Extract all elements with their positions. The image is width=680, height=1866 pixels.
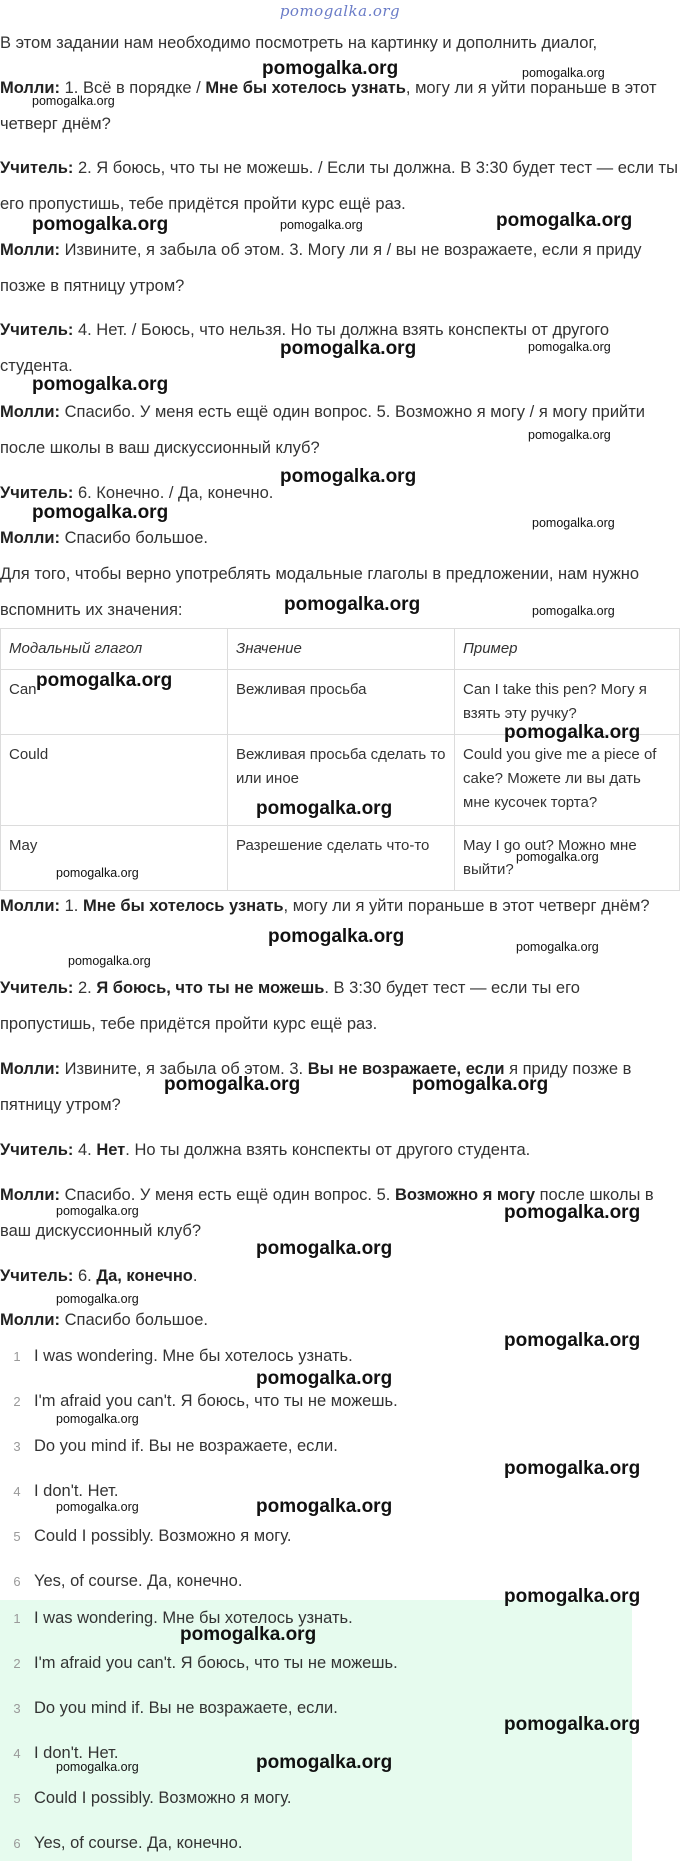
list-item [0,1514,680,1559]
table-cell: Could [1,735,228,826]
site-logo[interactable]: pomogalka.org [279,2,401,20]
speaker: Учитель: [0,979,74,997]
item-number: 5 [13,1791,21,1806]
watermark: pomogalka.org [504,1202,641,1223]
watermark: pomogalka.org [532,604,615,618]
watermark: pomogalka.org [56,1204,139,1218]
item-number: 4 [13,1746,21,1761]
dialog1-line-2: Учитель: 2. Я боюсь, что ты не можешь. / Если ты должна. В 3:30 будет тест — если ты его пропустишь, тебе придётся пройти курс ещё раз. [0,159,678,213]
watermark: pomogalka.org [504,1458,641,1479]
watermark: pomogalka.org [504,1586,641,1607]
speaker: Молли: [0,1186,61,1204]
dialog1-line-6: Учитель: 6. Конечно. / Да, конечно. [0,484,274,502]
watermark: pomogalka.org [268,926,405,947]
item-text: Could I possibly. Возможно я могу. [34,1789,292,1807]
dialog2-line-3: Молли: Извините, я забыла об этом. 3. Вы не возражаете, если я приду позже в пятницу утром? [0,1060,632,1114]
speaker: Молли: [0,1311,61,1329]
speaker: Учитель: [0,159,74,177]
table-cell: Can I take this pen? Могу я взять эту ручку? [455,670,680,735]
watermark: pomogalka.org [180,1624,317,1645]
watermark: pomogalka.org [516,850,599,864]
speaker: Учитель: [0,1267,74,1285]
watermark: pomogalka.org [280,338,417,359]
watermark: pomogalka.org [56,866,139,880]
table-cell: Can [1,670,228,735]
watermark: pomogalka.org [56,1760,139,1774]
table-cell: Вежливая просьба сделать то или иное [228,735,455,826]
watermark: pomogalka.org [284,594,421,615]
speaker: Молли: [0,529,61,547]
speaker: Молли: [0,79,61,97]
watermark: pomogalka.org [504,1714,641,1735]
item-number: 5 [13,1529,21,1544]
dialog1-line-1: Молли: 1. Всё в порядке / Мне бы хотелось узнать, могу ли я уйти пораньше в этот четверг днём? [0,79,657,133]
table-header-cell: Модальный глагол [1,629,228,670]
item-number: 2 [13,1656,21,1671]
watermark: pomogalka.org [504,1330,641,1351]
list-item [0,1641,680,1686]
item-number: 1 [13,1611,21,1626]
item-number: 3 [13,1701,21,1716]
dialog1-line-5: Молли: Спасибо. У меня есть ещё один вопрос. 5. Возможно я могу / я могу прийти после школы в ваш дискуссионный клуб? [0,403,646,457]
dialog2-line-6: Учитель: 6. Да, конечно. [0,1267,198,1285]
table-header-cell: Пример [455,629,680,670]
speaker: Молли: [0,897,61,915]
watermark: pomogalka.org [504,722,641,743]
watermark: pomogalka.org [164,1074,301,1095]
watermark: pomogalka.org [256,1496,393,1517]
item-text: I'm afraid you can't. Я боюсь, что ты не можешь. [34,1654,398,1672]
watermark: pomogalka.org [56,1292,139,1306]
watermark: pomogalka.org [256,1752,393,1773]
speaker: Учитель: [0,321,74,339]
dialog1-line-7: Молли: Спасибо большое. [0,529,208,547]
watermark: pomogalka.org [32,214,169,235]
item-text: Do you mind if. Вы не возражаете, если. [34,1699,338,1717]
table-cell: May I go out? Можно мне выйти? [455,826,680,891]
watermark: pomogalka.org [528,340,611,354]
speaker: Учитель: [0,484,74,502]
dialog2-line-4: Учитель: 4. Нет. Но ты должна взять конспекты от другого студента. [0,1141,531,1159]
item-number: 3 [13,1439,21,1454]
speaker: Молли: [0,1060,61,1078]
watermark: pomogalka.org [256,1238,393,1259]
dialog2-line-7: Молли: Спасибо большое. [0,1311,208,1329]
watermark: pomogalka.org [32,94,115,108]
watermark: pomogalka.org [32,374,169,395]
watermark: pomogalka.org [56,1500,139,1514]
list-item [0,1821,680,1866]
item-text: I don't. Нет. [34,1744,119,1762]
dialog1-line-4: Учитель: 4. Нет. / Боюсь, что нельзя. Но ты должна взять конспекты от другого студента. [0,321,610,375]
watermark: pomogalka.org [522,66,605,80]
speaker: Молли: [0,403,61,421]
item-text: I'm afraid you can't. Я боюсь, что ты не можешь. [34,1392,398,1410]
table-cell: Could you give me a piece of cake? Можете ли вы дать мне кусочек торта? [455,735,680,826]
item-text: Do you mind if. Вы не возражаете, если. [34,1437,338,1455]
list-item [0,1776,680,1821]
item-number: 2 [13,1394,21,1409]
item-text: Could I possibly. Возможно я могу. [34,1527,292,1545]
speaker: Молли: [0,241,61,259]
watermark: pomogalka.org [36,670,173,691]
watermark: pomogalka.org [528,428,611,442]
item-number: 6 [13,1574,21,1589]
item-number: 1 [13,1349,21,1364]
watermark: pomogalka.org [68,954,151,968]
item-text: I don't. Нет. [34,1482,119,1500]
item-text: I was wondering. Мне бы хотелось узнать. [34,1347,353,1365]
watermark: pomogalka.org [56,1412,139,1426]
watermark: pomogalka.org [412,1074,549,1095]
dialog2-line-5: Молли: Спасибо. У меня есть ещё один вопрос. 5. Возможно я могу после школы в ваш дискуссионный клуб? [0,1186,654,1240]
explanation-text: Для того, чтобы верно употреблять модальные глаголы в предложении, нам нужно вспомнить их значения: [0,565,640,619]
watermark: pomogalka.org [280,218,363,232]
dialog2-line-2: Учитель: 2. Я боюсь, что ты не можешь. В 3:30 будет тест — если ты его пропустишь, тебе придётся пройти курс ещё раз. [0,979,580,1033]
watermark: pomogalka.org [516,940,599,954]
watermark: pomogalka.org [280,466,417,487]
item-number: 4 [13,1484,21,1499]
watermark: pomogalka.org [496,210,633,231]
watermark: pomogalka.org [256,798,393,819]
intro-text: В этом задании нам необходимо посмотреть на картинку и дополнить диалог, [0,34,598,52]
watermark: pomogalka.org [256,1368,393,1389]
item-number: 6 [13,1836,21,1851]
dialog1-line-3: Молли: Извините, я забыла об этом. 3. Могу ли я / вы не возражаете, если я приду позже в пятницу утром? [0,241,642,295]
watermark: pomogalka.org [32,502,169,523]
speaker: Учитель: [0,1141,74,1159]
item-text: I was wondering. Мне бы хотелось узнать. [34,1609,353,1627]
table-cell: Разрешение сделать что-то [228,826,455,891]
table-header-row [1,629,680,670]
item-text: Yes, of course. Да, конечно. [34,1572,243,1590]
table-cell: Вежливая просьба [228,670,455,735]
watermark: pomogalka.org [532,516,615,530]
table-header-cell: Значение [228,629,455,670]
watermark: pomogalka.org [262,58,399,79]
dialog2-line-1: Молли: 1. Мне бы хотелось узнать, могу ли я уйти пораньше в этот четверг днём? [0,897,650,915]
table-cell: May [1,826,228,891]
item-text: Yes, of course. Да, конечно. [34,1834,243,1852]
